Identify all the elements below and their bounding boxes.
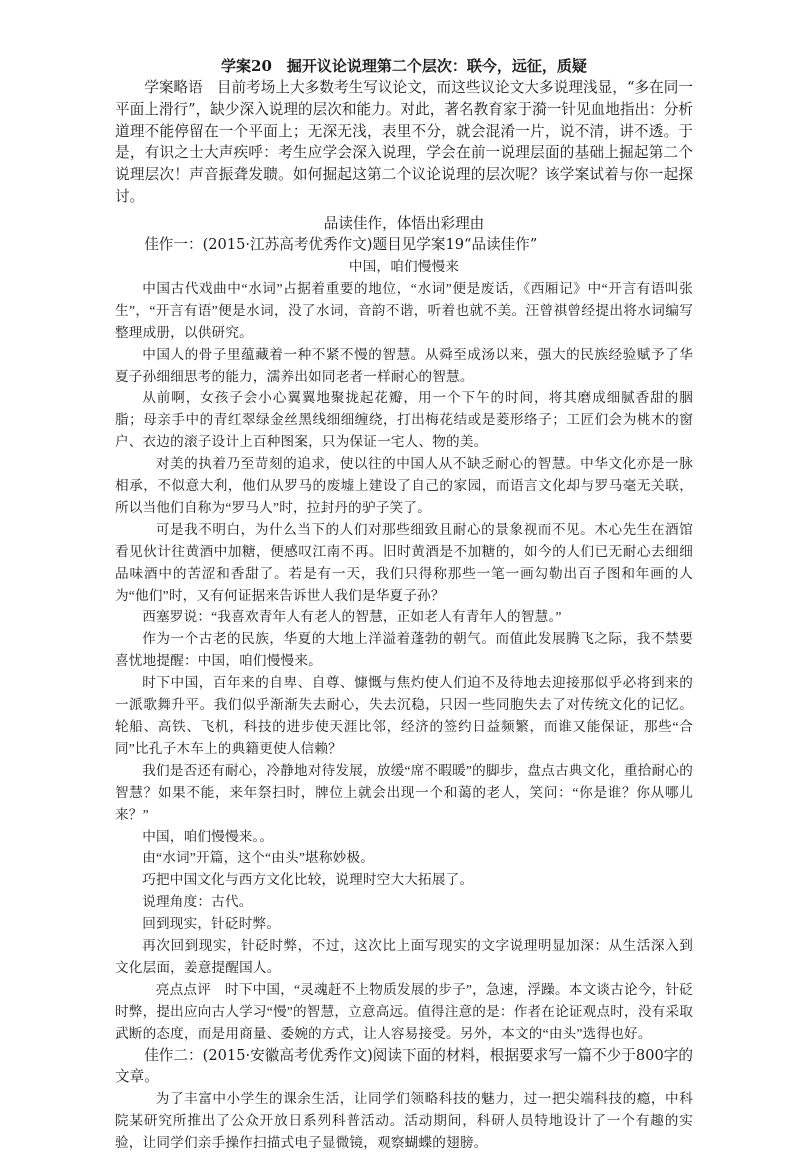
intro-paragraph bbox=[115, 77, 693, 208]
essay-title: 中国，咱们慢慢来 bbox=[348, 258, 460, 274]
essay-paragraph: 对美的执着乃至苛刻的追求，使以往的中国人从不缺乏耐心的智慧。中华文化亦是一脉相承，不似意大利，他们从罗马的废墟上建设了自己的家园，而语言文化却与罗马毫无关联，所以当他们自称为“罗马人”时，拉封丹的驴子笑了。 bbox=[115, 456, 693, 515]
margin-note: 由“水词”开篇，这个“由头”堪称妙极。 bbox=[142, 850, 375, 866]
essay-paragraph: 作为一个古老的民族，华夏的大地上洋溢着蓬勃的朝气。而值此发展腾飞之际，我不禁要喜忧地提醒：中国，咱们慢慢来。 bbox=[115, 631, 693, 669]
essay-paragraph: 中国，咱们慢慢来。。 bbox=[142, 828, 274, 844]
intro-text: 目前考场上大多数考生写议论文，而这些议论文大多说理浅显，“多在同一平面上滑行”，缺少深入说理的层次和能力。对此，著名教育家于漪一针见血地指出：分析道理不能停留在一个平面上；无深无浅，表里不分，就会混淆一片，说不清，讲不透。于是，有识之士大声疾呼：考生应学会深入说理，学会在前一说理层面的基础上掘起第二个说理层次！声音振聋发聩。如何掘起这第二个议论说理的层次呢？该学案试着与你一起探讨。 bbox=[115, 79, 693, 205]
margin-note: 再次回到现实，针砭时弊，不过，这次比上面写现实的文字说理明显加深：从生活深入到文化层面，姜意提醒国人。 bbox=[115, 938, 693, 975]
section-heading: 品读佳作，体悟出彩理由 bbox=[323, 214, 485, 232]
comment-text: 时下中国，“灵魂赶不上物质发展的步子”，急速，浮躁。本文谈古论今，针砭时弊，提出应向古人学习“慢”的智慧，立意高远。值得注意的是：作者在论证观点时，没有采取武断的态度，而是用商量、委婉的方式，让人容易接受。另外，本文的“由头”选得也好。 bbox=[115, 981, 694, 1041]
example2-material: 为了丰富中小学生的课余生活，让同学们领略科技的魅力，过一把尖端科技的瘾，中科院某研究所推出了公众开放日系列科普活动。活动期间，科研人员特地设计了一个有趣的实验，让同学们亲手操作扫描式电子显微镜，观察蝴蝶的翅膀。 bbox=[115, 1090, 693, 1150]
example1-essay bbox=[115, 256, 693, 1045]
margin-note: 回到现实，针砭时弊。 bbox=[142, 916, 281, 932]
essay-paragraph: 中国古代戏曲中“水词”占据着重要的地位，“水词”便是废话，《西厢记》中“开言有语叫张生”，“开言有语”便是水词，没了水词，音韵不谐，听着也就不美。汪曾祺曾经提出将水词编写整理成册，以供研究。 bbox=[115, 280, 693, 340]
essay-paragraph: 中国人的骨子里蕴藏着一种不紧不慢的智慧。从舜至成汤以来，强大的民族经验赋予了华夏子孙细细思考的能力，濡养出如同老者一样耐心的智慧。 bbox=[115, 346, 693, 384]
margin-note: 说理角度：古代。 bbox=[142, 894, 253, 910]
essay-paragraph: 可是我不明白，为什么当下的人们对那些细致且耐心的景象视而不见。木心先生在酒馆看见伙计往黄酒中加糖，便感叹江南不再。旧时黄酒是不加糖的，如今的人们已无耐心去细细品味酒中的苦涩和香甜了。若是有一天，我们只得称那些一笔一画勾勒出百子图和年画的人为“他们”时，又有何证据来告诉世人我们是华夏子孙？ bbox=[115, 521, 693, 603]
document-page bbox=[115, 56, 693, 1154]
margin-note: 巧把中国文化与西方文化比较，说理时空大大拓展了。 bbox=[142, 872, 474, 888]
example2-label: 佳作二：(2015·安徽高考优秀作文)阅读下面的材料，根据要求写一篇不少于800字的文章。 bbox=[115, 1046, 693, 1086]
highlight-comment bbox=[115, 979, 693, 1045]
essay-paragraph: 西塞罗说：“我喜欢青年人有老人的智慧，正如老人有青年人的智慧。” bbox=[142, 609, 562, 625]
example1-label: 佳作一：(2015·江苏高考优秀作文)题目见学案19“品读佳作” bbox=[144, 236, 538, 254]
essay-paragraph: 从前啊，女孩子会小心翼翼地聚拢起花瓣，用一个下午的时间，将其磨成细腻香甜的胭脂；母亲手中的青红翠绿金丝黑线细细缠绕，打出梅花结或是菱形络子；工匠们会为桃木的窗户、衣边的滚子设计上百种图案，只为保证一宅人、物的美。 bbox=[115, 390, 693, 450]
comment-label: 亮点点评 bbox=[155, 981, 212, 997]
page-title: 学案20 掘开议论说理第二个层次：联今，远征，质疑 bbox=[221, 57, 587, 75]
essay-paragraph: 我们是否还有耐心，冷静地对待发展，放缓“席不暇暖”的脚步，盘点古典文化，重拾耐心的智慧？如果不能，来年祭扫时，牌位上就会出现一个和蔼的老人，笑问：“你是谁？你从哪儿来？” bbox=[115, 762, 693, 822]
essay-paragraph: 时下中国，百年来的自卑、自尊、慷慨与焦灼使人们迫不及待地去迎接那似乎必将到来的一派歌舞升平。我们似乎渐渐失去耐心，失去沉稳，只因一些同胞失去了对传统文化的记忆。轮船、高铁、飞机，科技的进步使天涯比邻，经济的签约日益频繁，而谁又能保证，那些“合同”比孔子木车上的典籍更使人信赖？ bbox=[115, 675, 693, 756]
intro-label: 学案略语 bbox=[144, 79, 203, 96]
example2-material-block bbox=[115, 1088, 693, 1154]
